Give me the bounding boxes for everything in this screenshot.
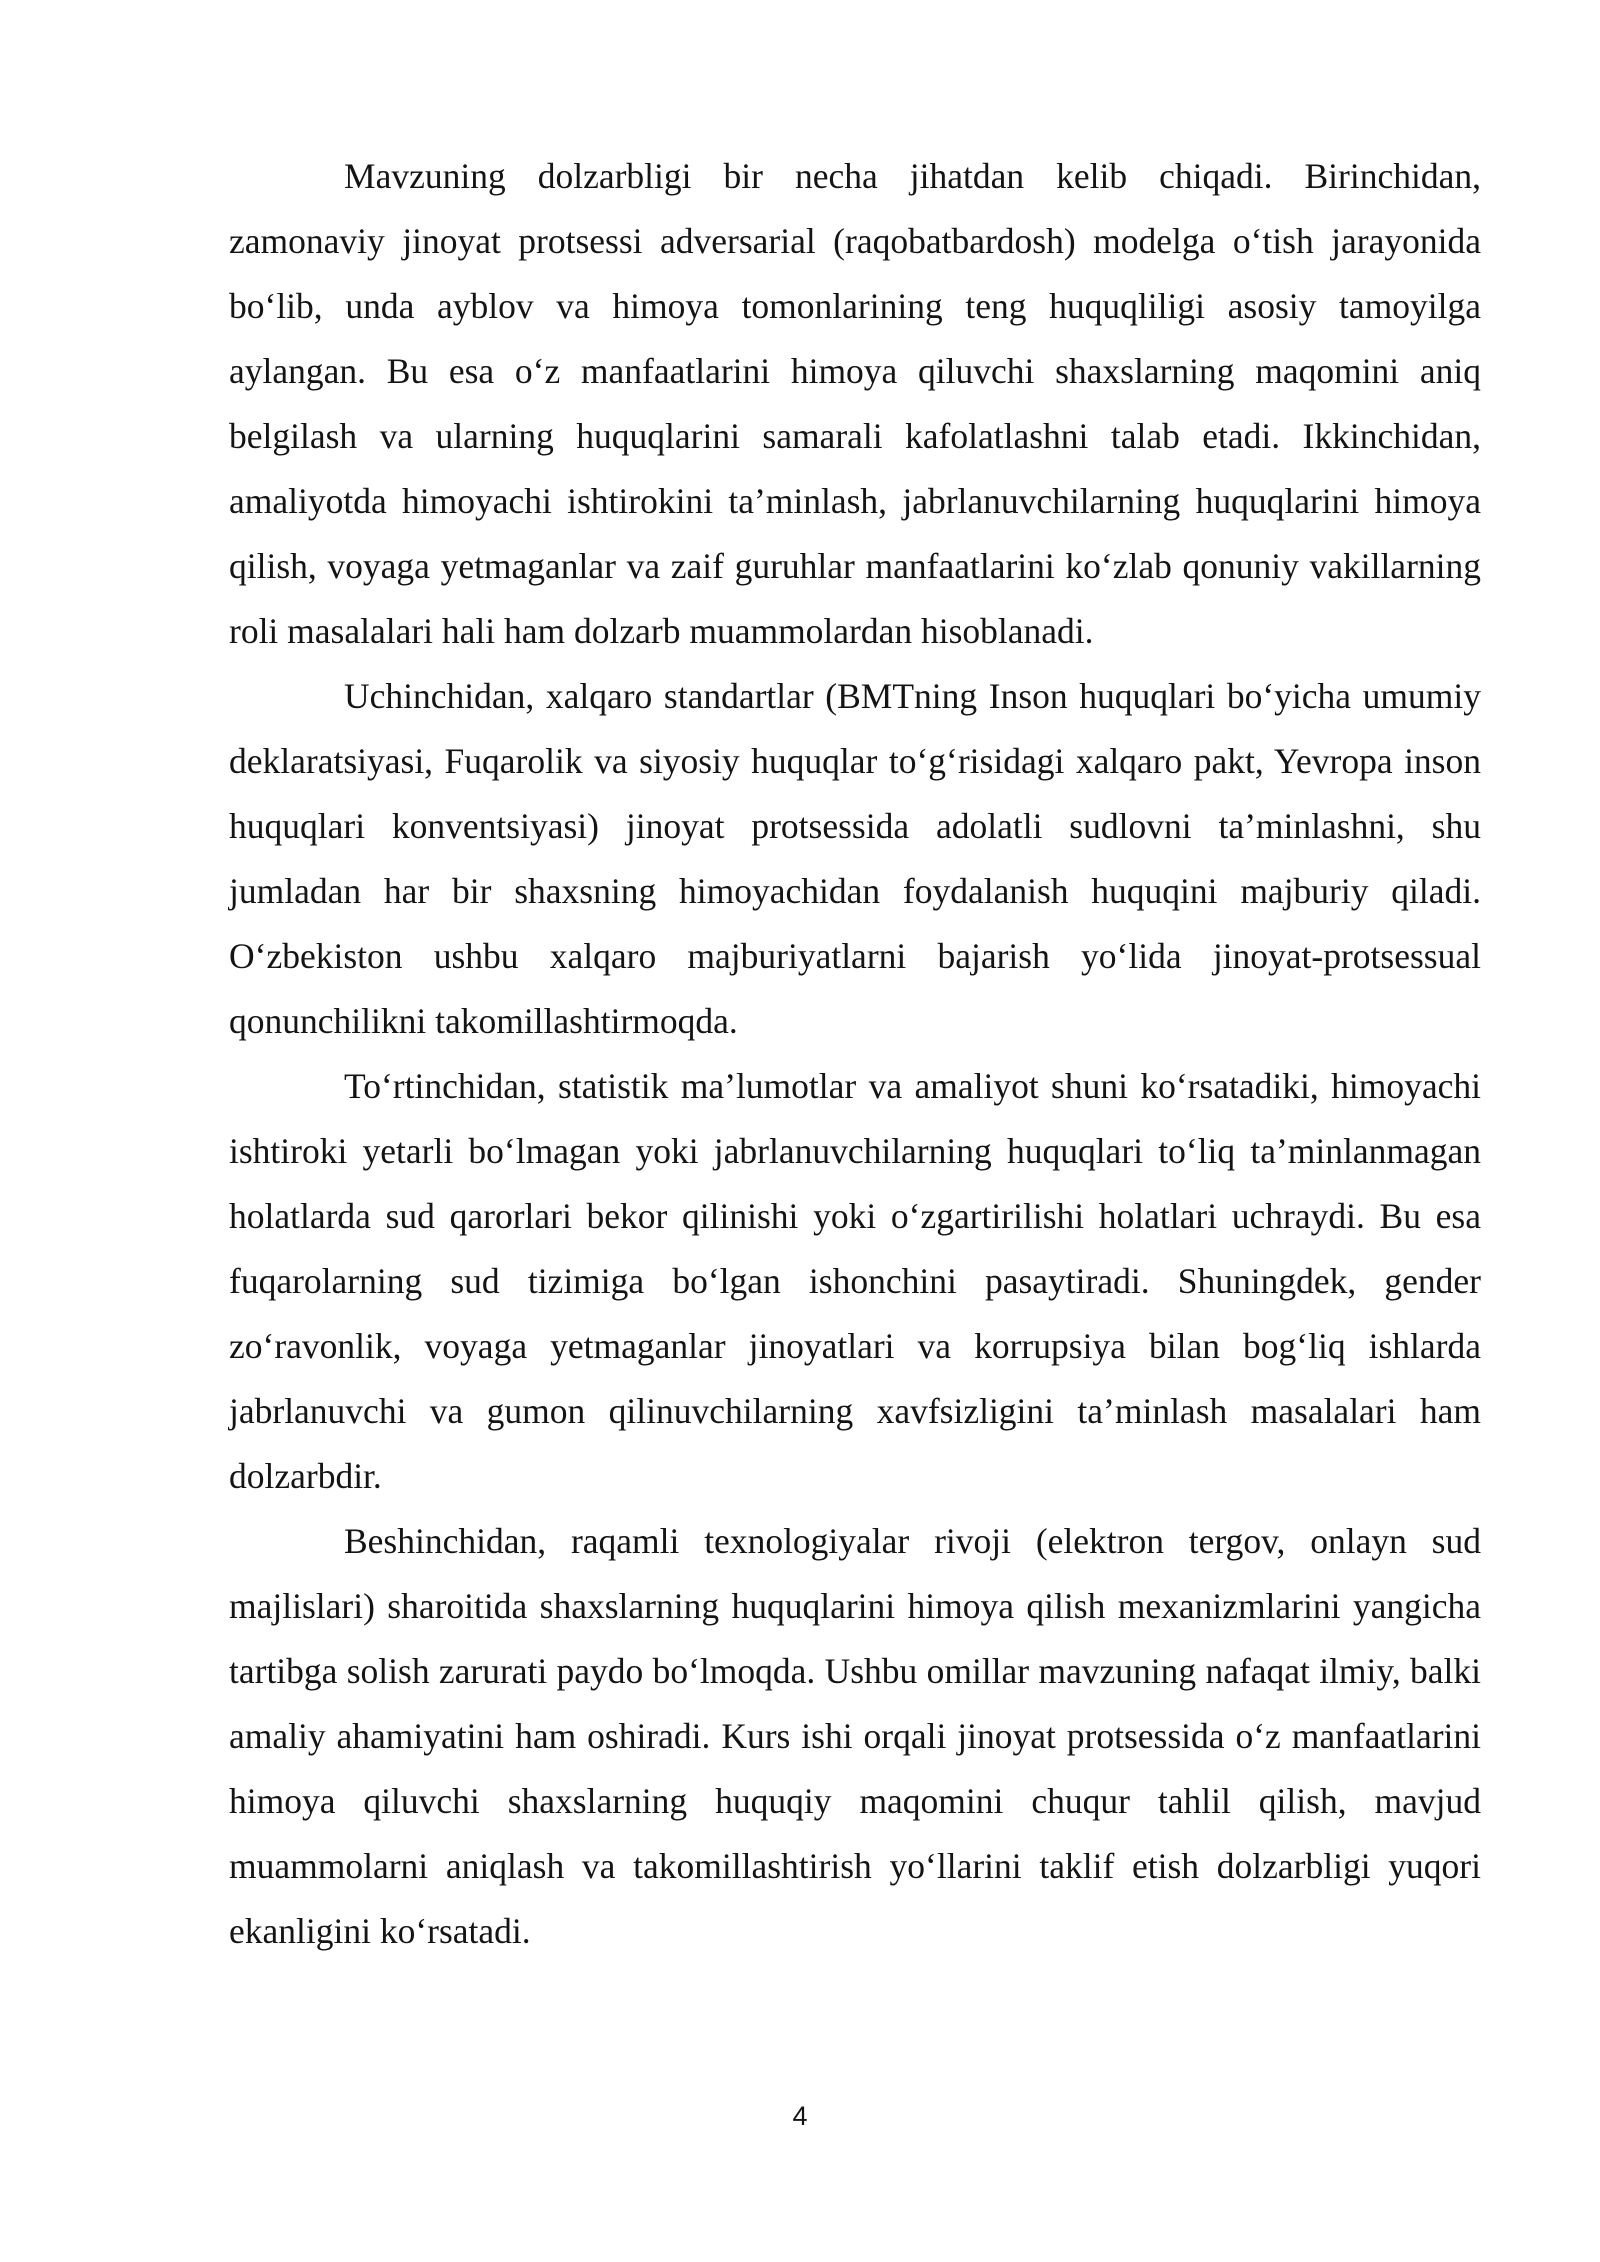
paragraph-relevance-intro: Mavzuning dolzarbligi bir necha jihatdan kelib chiqadi. Birinchidan, zamonaviy jinoyat protsessi adversarial (raqobatbardosh) modelga o‘tish jarayonida bo‘lib, unda ayblov va himoya tomonlarining teng huquqliligi asosiy tamoyilga aylangan. Bu esa o‘z manfaatlarini himoya qiluvchi shaxslarning maqomini aniq belgilash va ularning huquqlarini samarali kafolatlashni talab etadi. Ikkinchidan, amaliyotda himoyachi ishtirokini ta’minlash, jabrlanuvchilarning huquqlarini himoya qilish, voyaga yetmaganlar va zaif guruhlar manfaatlarini ko‘zlab qonuniy vakillarning roli masalalari hali ham dolzarb muammolardan hisoblanadi. <box>229 156 1481 651</box>
page-number: 4 <box>792 2101 808 2131</box>
body-text <box>229 144 1481 1964</box>
paragraph-international-standards: Uchinchidan, xalqaro standartlar (BMTning Inson huquqlari bo‘yicha umumiy deklaratsiyasi, Fuqarolik va siyosiy huquqlar to‘g‘risidagi xalqaro pakt, Yevropa inson huquqlari konventsiyasi) jinoyat protsessida adolatli sudlovni ta’minlashni, shu jumladan har bir shaxsning himoyachidan foydalanish huquqini majburiy qiladi. O‘zbekiston ushbu xalqaro majburiyatlarni bajarish yo‘lida jinoyat-protsessual qonunchilikni takomillashtirmoqda. <box>229 676 1481 1041</box>
paragraph-statistics-practice: To‘rtinchidan, statistik ma’lumotlar va amaliyot shuni ko‘rsatadiki, himoyachi ishtiroki yetarli bo‘lmagan yoki jabrlanuvchilarning huquqlari to‘liq ta’minlanmagan holatlarda sud qarorlari bekor qilinishi yoki o‘zgartirilishi holatlari uchraydi. Bu esa fuqarolarning sud tizimiga bo‘lgan ishonchini pasaytiradi. Shuningdek, gender zo‘ravonlik, voyaga yetmaganlar jinoyatlari va korrupsiya bilan bog‘liq ishlarda jabrlanuvchi va gumon qilinuvchilarning xavfsizligini ta’minlash masalalari ham dolzarbdir. <box>229 1066 1481 1496</box>
paragraph-digital-technologies: Beshinchidan, raqamli texnologiyalar rivoji (elektron tergov, onlayn sud majlislari) sharoitida shaxslarning huquqlarini himoya qilish mexanizmlarini yangicha tartibga solish zarurati paydo bo‘lmoqda. Ushbu omillar mavzuning nafaqat ilmiy, balki amaliy ahamiyatini ham oshiradi. Kurs ishi orqali jinoyat protsessida o‘z manfaatlarini himoya qiluvchi shaxslarning huquqiy maqomini chuqur tahlil qilish, mavjud muammolarni aniqlash va takomillashtirish yo‘llarini taklif etish dolzarbligi yuqori ekanligini ko‘rsatadi. <box>229 1521 1481 1951</box>
